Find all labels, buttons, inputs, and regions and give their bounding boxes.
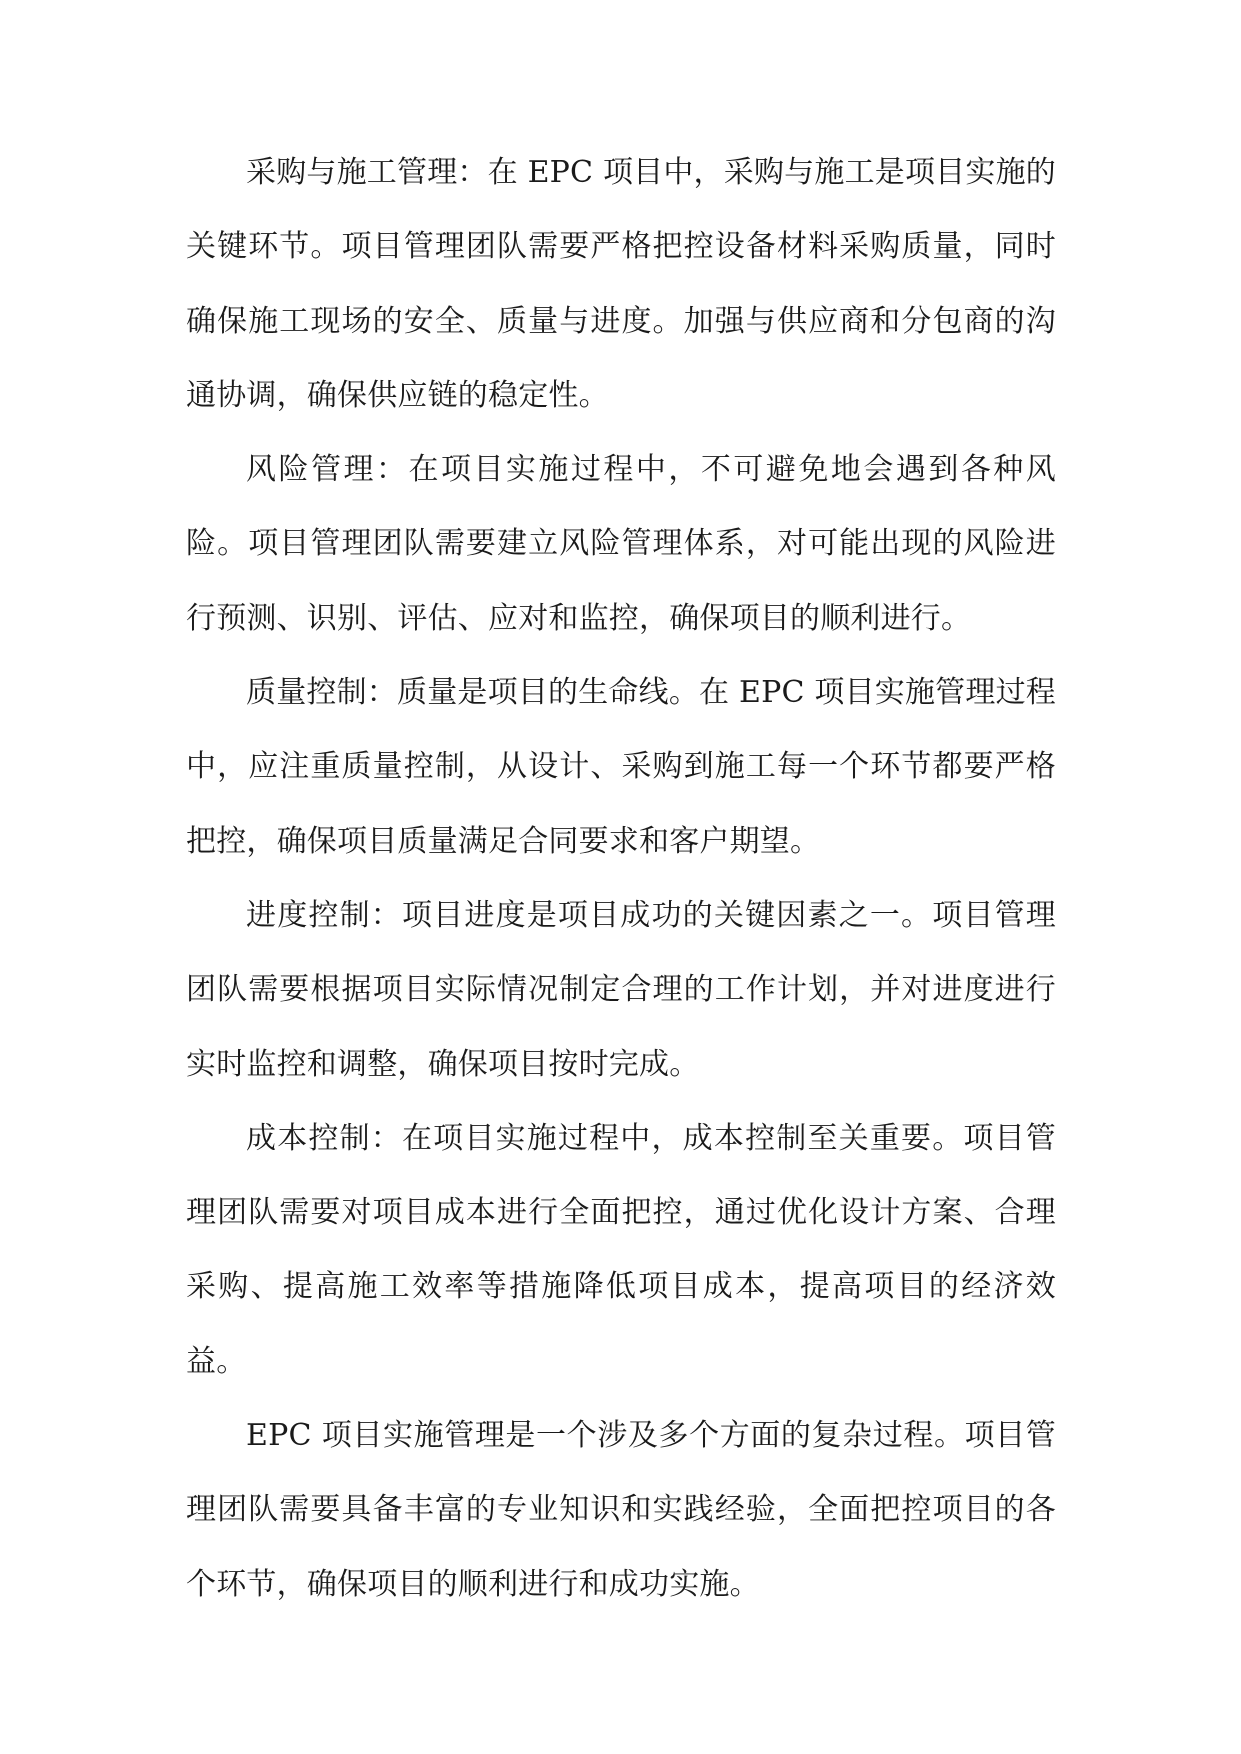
paragraph-conclusion: EPC 项目实施管理是一个涉及多个方面的复杂过程。项目管理团队需要具备丰富的专业知识和实践经验，全面把控项目的各个环节，确保项目的顺利进行和成功实施。 — [186, 1418, 1056, 1602]
paragraph-schedule-control: 进度控制：项目进度是项目成功的关键因素之一。项目管理团队需要根据项目实际情况制定合理的工作计划，并对进度进行实时监控和调整，确保项目按时完成。 — [186, 897, 1056, 1082]
paragraph-cost-control: 成本控制：在项目实施过程中，成本控制至关重要。项目管理团队需要对项目成本进行全面把控，通过优化设计方案、合理采购、提高施工效率等措施降低项目成本，提高项目的经济效益。 — [186, 1120, 1056, 1379]
paragraph-procurement-construction: 采购与施工管理：在 EPC 项目中，采购与施工是项目实施的关键环节。项目管理团队需要严格把控设备材料采购质量，同时确保施工现场的安全、质量与进度。加强与供应商和分包商的沟通协调，确保供应链的稳定性。 — [186, 155, 1056, 413]
document-body — [186, 136, 1056, 1622]
paragraph-quality-control: 质量控制：质量是项目的生命线。在 EPC 项目实施管理过程中，应注重质量控制，从设计、采购到施工每一个环节都要严格把控，确保项目质量满足合同要求和客户期望。 — [186, 675, 1056, 859]
paragraph-risk-management: 风险管理：在项目实施过程中，不可避免地会遇到各种风险。项目管理团队需要建立风险管理体系，对可能出现的风险进行预测、识别、评估、应对和监控，确保项目的顺利进行。 — [186, 452, 1056, 636]
